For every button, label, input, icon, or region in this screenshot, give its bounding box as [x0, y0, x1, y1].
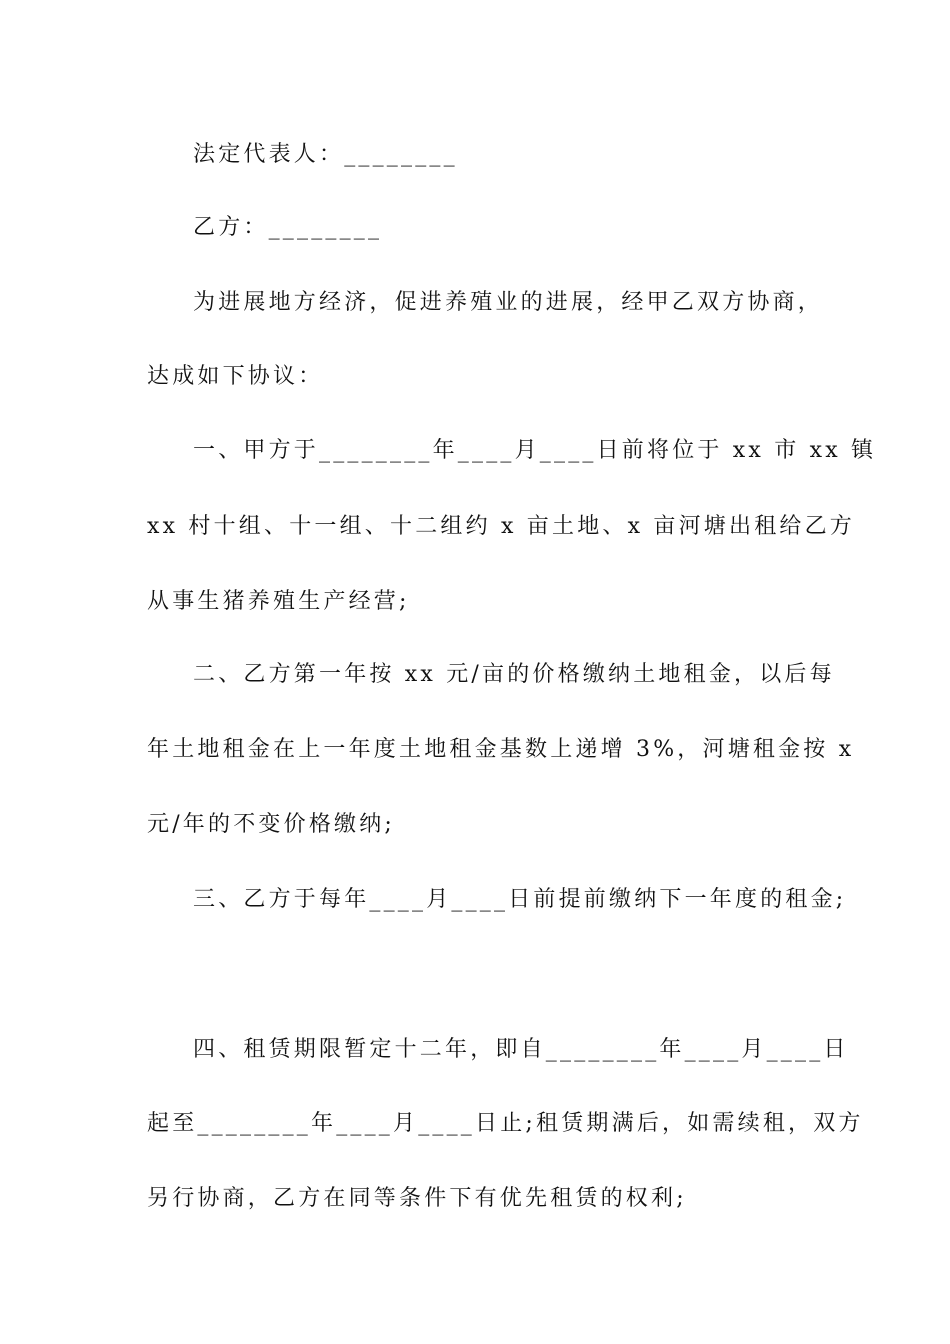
clause-2-line-2: 年土地租金在上一年度土地租金基数上递增 3%，河塘租金按 x: [147, 737, 855, 762]
legal-representative-line: 法定代表人：________: [193, 142, 458, 167]
preamble-line-1: 为进展地方经济，促进养殖业的进展，经甲乙双方协商，: [193, 290, 824, 315]
clause-2-line-3: 元/年的不变价格缴纳;: [147, 812, 396, 837]
clause-1-line-3: 从事生猪养殖生产经营;: [147, 589, 410, 614]
clause-4-line-2: 起至________年____月____日止;租赁期满后，如需续租，双方: [147, 1111, 864, 1136]
clause-1-line-1: 一、甲方于________年____月____日前将位于 xx 市 xx 镇: [193, 438, 877, 463]
clause-4-line-1: 四、租赁期限暂定十二年，即自________年____月____日: [193, 1037, 849, 1062]
preamble-line-2: 达成如下协议：: [147, 364, 324, 389]
clause-2-line-1: 二、乙方第一年按 xx 元/亩的价格缴纳土地租金，以后每: [193, 662, 835, 687]
clause-3-line-1: 三、乙方于每年____月____日前提前缴纳下一年度的租金;: [193, 887, 847, 912]
clause-4-line-3: 另行协商，乙方在同等条件下有优先租赁的权利;: [147, 1186, 687, 1211]
clause-1-line-2: xx 村十组、十一组、十二组约 x 亩土地、x 亩河塘出租给乙方: [147, 514, 856, 539]
party-b-line: 乙方：________: [193, 215, 383, 240]
